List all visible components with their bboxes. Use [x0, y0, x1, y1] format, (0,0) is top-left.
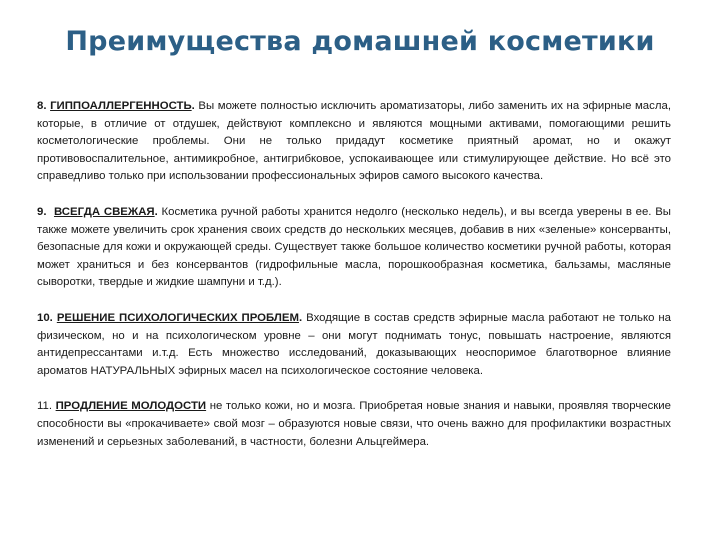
paragraph-term: РЕШЕНИЕ ПСИХОЛОГИЧЕСКИХ ПРОБЛЕМ — [56, 311, 299, 324]
slide-body — [37, 98, 671, 469]
paragraph-youth — [37, 398, 671, 451]
paragraph-number: 9. — [37, 205, 47, 218]
paragraph-number: 11. — [37, 400, 52, 413]
paragraph-psychological — [37, 310, 671, 380]
paragraph-hypoallergenic — [37, 98, 671, 186]
term-punctuation: . — [154, 205, 158, 218]
paragraph-text: Вы можете полностью исключить ароматизаторы, либо заменить их на эфирные масла, которые, в отличие от отдушек, действуют комплексно и являются мощными активами, помогающими решить косметологические проблемы. Они не только придадут косметике приятный аромат, но и окажут противовоспалительное, антимикробное, антигрибковое, успокаивающее или стимулирующее действие. Но всё это справедливо только при использовании профессиональных эфиров самого высокого качества. — [37, 100, 671, 183]
paragraph-number: 8. — [37, 100, 47, 112]
paragraph-text: Входящие в состав средств эфирные масла работают не только на физическом, но и на психологическом уровне – они могут поднимать тонус, повышать настроение, являются антидепрессантами и.т.д. Есть множество исследований, доказывающих неоспоримое благотворное влияние ароматов НАТУРАЛЬНЫХ эфирных масел на психологическое состояние человека. — [37, 311, 671, 377]
paragraph-text: Косметика ручной работы хранится недолго (несколько недель), и вы всегда уверены в ее. Вы также можете увеличить срок хранения своих средств до нескольких месяцев, добавив в них «зеленые» консерванты, безопасные для кожи и окружающей среды. Существует также большое количество косметики ручной работы, которая может храниться и без консервантов (гидрофильные масла, порошкообразная косметика, бальзамы, масляные сыворотки, твердые и жидкие шампуни и т.д.). — [37, 205, 671, 289]
term-punctuation: . — [298, 311, 303, 324]
term-punctuation: . — [191, 100, 195, 112]
paragraph-text: не только кожи, но и мозга. Приобретая новые знания и навыки, проявляя творческие способности вы «прокачиваете» свой мозг – образуются новые связи, что очень важно для профилактики возрастных изменений и серьезных заболеваний, в частности, болезни Альцгеймера. — [37, 400, 671, 448]
paragraph-term: ГИППОАЛЛЕРГЕННОСТЬ — [50, 100, 192, 112]
paragraph-term: ПРОДЛЕНИЕ МОЛОДОСТИ — [55, 400, 207, 413]
paragraph-term: ВСЕГДА СВЕЖАЯ — [53, 205, 155, 218]
slide-title: Преимущества домашней косметики — [65, 26, 655, 57]
paragraph-number: 10. — [37, 311, 53, 324]
paragraph-always-fresh — [37, 204, 671, 292]
